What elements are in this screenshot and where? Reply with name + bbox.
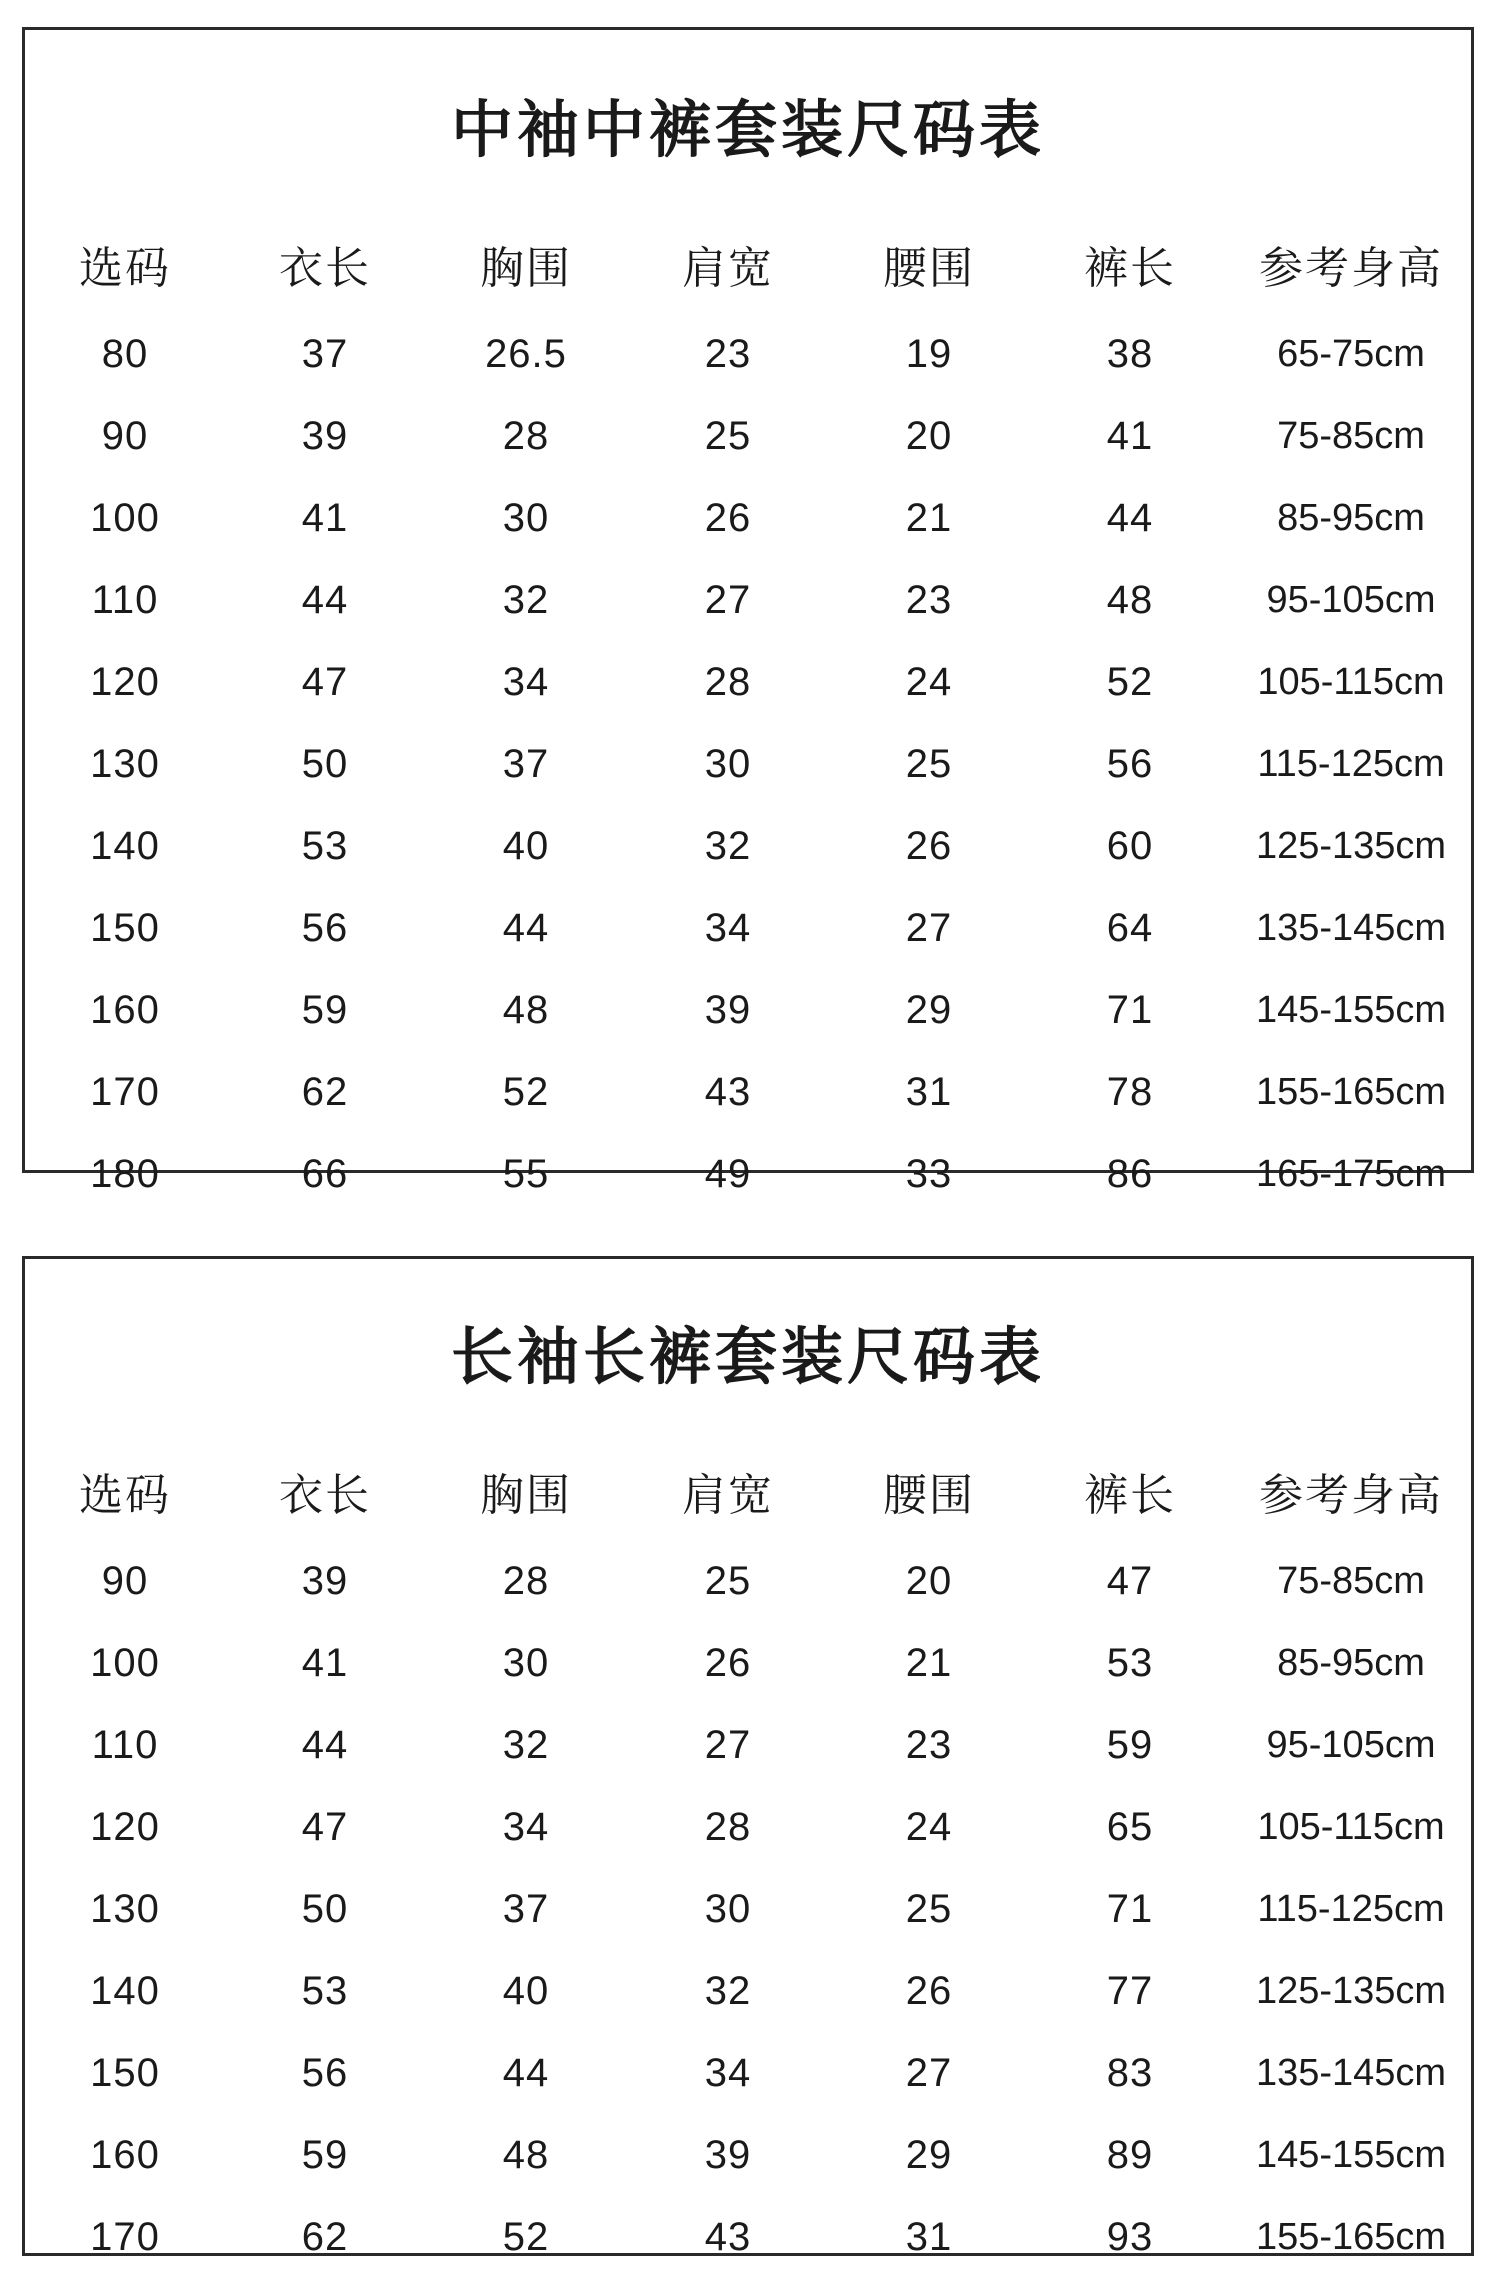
length-header: 衣长 bbox=[279, 243, 371, 294]
height-cell: 125-135cm bbox=[1255, 824, 1447, 867]
shoulder-cell: 25 bbox=[704, 413, 752, 458]
pants-length-cell: 64 bbox=[1106, 905, 1154, 950]
shoulder-cell: 26 bbox=[704, 495, 752, 540]
length-cell: 44 bbox=[301, 1722, 349, 1767]
chest-header: 胸围 bbox=[480, 1470, 572, 1521]
table-row bbox=[25, 805, 1471, 887]
length-cell: 47 bbox=[301, 659, 349, 704]
size-cell: 110 bbox=[91, 577, 159, 622]
pants-length-cell: 59 bbox=[1106, 1722, 1154, 1767]
chest-cell: 34 bbox=[502, 659, 550, 704]
waist-header: 腰围 bbox=[883, 1470, 975, 1521]
waist-cell: 24 bbox=[905, 1804, 953, 1849]
waist-cell: 27 bbox=[905, 905, 953, 950]
shoulder-cell: 34 bbox=[704, 905, 752, 950]
waist-cell: 26 bbox=[905, 823, 953, 868]
size-cell: 120 bbox=[90, 1804, 160, 1849]
table-row bbox=[25, 641, 1471, 723]
chest-cell: 28 bbox=[502, 413, 550, 458]
size-cell: 90 bbox=[101, 1558, 149, 1603]
pants-length-header: 裤长 bbox=[1084, 1470, 1176, 1521]
waist-cell: 31 bbox=[905, 2214, 953, 2259]
height-cell: 65-75cm bbox=[1277, 332, 1425, 375]
table-row bbox=[25, 1868, 1471, 1950]
length-cell: 50 bbox=[301, 741, 349, 786]
table-row bbox=[25, 969, 1471, 1051]
length-cell: 62 bbox=[301, 1069, 349, 1114]
height-cell: 155-165cm bbox=[1255, 2215, 1447, 2258]
table-row bbox=[25, 1133, 1471, 1215]
shoulder-cell: 26 bbox=[704, 1640, 752, 1685]
table-row bbox=[25, 477, 1471, 559]
chest-cell: 30 bbox=[502, 1640, 550, 1685]
shoulder-cell: 27 bbox=[704, 1722, 752, 1767]
pants-length-cell: 65 bbox=[1106, 1804, 1154, 1849]
size-cell: 80 bbox=[101, 331, 149, 376]
length-cell: 37 bbox=[301, 331, 349, 376]
height-cell: 75-85cm bbox=[1277, 414, 1425, 457]
length-cell: 62 bbox=[301, 2214, 349, 2259]
size-cell: 100 bbox=[90, 1640, 160, 1685]
chest-cell: 34 bbox=[502, 1804, 550, 1849]
pants-length-cell: 71 bbox=[1106, 1886, 1154, 1931]
waist-cell: 25 bbox=[905, 741, 953, 786]
pants-length-cell: 56 bbox=[1106, 741, 1154, 786]
chest-cell: 37 bbox=[502, 1886, 550, 1931]
shoulder-cell: 49 bbox=[704, 1151, 752, 1196]
table-row bbox=[25, 2032, 1471, 2114]
waist-cell: 27 bbox=[905, 2050, 953, 2095]
height-cell: 135-145cm bbox=[1255, 906, 1447, 949]
size-chart-panel-long-sleeve bbox=[22, 1256, 1474, 2259]
pants-length-header: 裤长 bbox=[1084, 243, 1176, 294]
pants-length-cell: 52 bbox=[1106, 659, 1154, 704]
length-cell: 66 bbox=[301, 1151, 349, 1196]
shoulder-cell: 28 bbox=[704, 1804, 752, 1849]
shoulder-cell: 43 bbox=[704, 1069, 752, 1114]
shoulder-cell: 39 bbox=[704, 2132, 752, 2177]
height-cell: 75-85cm bbox=[1277, 1559, 1425, 1602]
table-header-row bbox=[25, 1442, 1471, 1540]
pants-length-cell: 53 bbox=[1106, 1640, 1154, 1685]
length-cell: 41 bbox=[301, 495, 349, 540]
table-row bbox=[25, 1540, 1471, 1622]
size-cell: 130 bbox=[90, 1886, 160, 1931]
pants-length-cell: 77 bbox=[1106, 1968, 1154, 2013]
chest-cell: 37 bbox=[502, 741, 550, 786]
waist-cell: 23 bbox=[905, 1722, 953, 1767]
height-cell: 85-95cm bbox=[1277, 1641, 1425, 1684]
height-cell: 145-155cm bbox=[1255, 2133, 1447, 2176]
waist-cell: 29 bbox=[905, 987, 953, 1032]
table-header-row bbox=[25, 215, 1471, 313]
chest-cell: 30 bbox=[502, 495, 550, 540]
height-header: 参考身高 bbox=[1259, 243, 1443, 294]
size-cell: 100 bbox=[90, 495, 160, 540]
shoulder-cell: 30 bbox=[704, 1886, 752, 1931]
pants-length-cell: 71 bbox=[1106, 987, 1154, 1032]
length-cell: 56 bbox=[301, 2050, 349, 2095]
size-cell: 150 bbox=[90, 905, 160, 950]
height-cell: 105-115cm bbox=[1257, 660, 1445, 703]
size-chart-title: 长袖长裤套装尺码表 bbox=[450, 1320, 1045, 1393]
waist-cell: 19 bbox=[905, 331, 953, 376]
size-cell: 160 bbox=[90, 987, 160, 1032]
size-cell: 110 bbox=[91, 1722, 159, 1767]
length-cell: 47 bbox=[301, 1804, 349, 1849]
size-chart-title: 中袖中裤套装尺码表 bbox=[450, 93, 1045, 166]
size-table bbox=[25, 215, 1471, 1215]
waist-cell: 20 bbox=[905, 1558, 953, 1603]
waist-cell: 25 bbox=[905, 1886, 953, 1931]
chest-cell: 26.5 bbox=[485, 331, 567, 376]
length-cell: 44 bbox=[301, 577, 349, 622]
chest-header: 胸围 bbox=[480, 243, 572, 294]
size-cell: 140 bbox=[90, 823, 160, 868]
size-cell: 130 bbox=[90, 741, 160, 786]
waist-header: 腰围 bbox=[883, 243, 975, 294]
chest-cell: 32 bbox=[502, 577, 550, 622]
chest-cell: 28 bbox=[502, 1558, 550, 1603]
shoulder-cell: 25 bbox=[704, 1558, 752, 1603]
waist-cell: 33 bbox=[905, 1151, 953, 1196]
pants-length-cell: 41 bbox=[1106, 413, 1154, 458]
length-cell: 50 bbox=[301, 1886, 349, 1931]
table-row bbox=[25, 2196, 1471, 2278]
table-row bbox=[25, 2114, 1471, 2196]
pants-length-cell: 38 bbox=[1106, 331, 1154, 376]
waist-cell: 21 bbox=[905, 1640, 953, 1685]
height-cell: 115-125cm bbox=[1257, 1887, 1445, 1930]
length-cell: 56 bbox=[301, 905, 349, 950]
table-row bbox=[25, 559, 1471, 641]
table-row bbox=[25, 1786, 1471, 1868]
table-row bbox=[25, 395, 1471, 477]
pants-length-cell: 78 bbox=[1106, 1069, 1154, 1114]
length-cell: 59 bbox=[301, 987, 349, 1032]
pants-length-cell: 47 bbox=[1106, 1558, 1154, 1603]
shoulder-cell: 27 bbox=[704, 577, 752, 622]
height-cell: 165-175cm bbox=[1255, 1152, 1447, 1195]
size-cell: 160 bbox=[90, 2132, 160, 2177]
shoulder-cell: 34 bbox=[704, 2050, 752, 2095]
chest-cell: 48 bbox=[502, 2132, 550, 2177]
size-cell: 90 bbox=[101, 413, 149, 458]
waist-cell: 29 bbox=[905, 2132, 953, 2177]
chest-cell: 40 bbox=[502, 1968, 550, 2013]
shoulder-cell: 32 bbox=[704, 823, 752, 868]
size-cell: 170 bbox=[90, 2214, 160, 2259]
size-header: 选码 bbox=[79, 1470, 171, 1521]
shoulder-cell: 32 bbox=[704, 1968, 752, 2013]
length-header: 衣长 bbox=[279, 1470, 371, 1521]
table-row bbox=[25, 1704, 1471, 1786]
chest-cell: 52 bbox=[502, 1069, 550, 1114]
height-cell: 135-145cm bbox=[1255, 2051, 1447, 2094]
size-chart-panel-short-sleeve bbox=[22, 27, 1474, 1196]
height-cell: 95-105cm bbox=[1266, 1723, 1436, 1766]
table-row bbox=[25, 1051, 1471, 1133]
pants-length-cell: 86 bbox=[1106, 1151, 1154, 1196]
length-cell: 53 bbox=[301, 1968, 349, 2013]
height-cell: 155-165cm bbox=[1255, 1070, 1447, 1113]
pants-length-cell: 44 bbox=[1106, 495, 1154, 540]
waist-cell: 24 bbox=[905, 659, 953, 704]
size-cell: 180 bbox=[90, 1151, 160, 1196]
pants-length-cell: 83 bbox=[1106, 2050, 1154, 2095]
chest-cell: 44 bbox=[502, 2050, 550, 2095]
size-cell: 150 bbox=[90, 2050, 160, 2095]
chest-cell: 44 bbox=[502, 905, 550, 950]
pants-length-cell: 89 bbox=[1106, 2132, 1154, 2177]
waist-cell: 21 bbox=[905, 495, 953, 540]
table-row bbox=[25, 887, 1471, 969]
shoulder-cell: 43 bbox=[704, 2214, 752, 2259]
shoulder-cell: 30 bbox=[704, 741, 752, 786]
length-cell: 41 bbox=[301, 1640, 349, 1685]
waist-cell: 20 bbox=[905, 413, 953, 458]
height-cell: 95-105cm bbox=[1266, 578, 1436, 621]
size-cell: 120 bbox=[90, 659, 160, 704]
shoulder-cell: 28 bbox=[704, 659, 752, 704]
length-cell: 59 bbox=[301, 2132, 349, 2177]
height-cell: 125-135cm bbox=[1255, 1969, 1447, 2012]
pants-length-cell: 48 bbox=[1106, 577, 1154, 622]
table-row bbox=[25, 1622, 1471, 1704]
chest-cell: 40 bbox=[502, 823, 550, 868]
pants-length-cell: 93 bbox=[1106, 2214, 1154, 2259]
shoulder-cell: 39 bbox=[704, 987, 752, 1032]
height-header: 参考身高 bbox=[1259, 1470, 1443, 1521]
table-row bbox=[25, 723, 1471, 805]
chest-cell: 32 bbox=[502, 1722, 550, 1767]
shoulder-cell: 23 bbox=[704, 331, 752, 376]
pants-length-cell: 60 bbox=[1106, 823, 1154, 868]
chest-cell: 55 bbox=[502, 1151, 550, 1196]
waist-cell: 31 bbox=[905, 1069, 953, 1114]
size-header: 选码 bbox=[79, 243, 171, 294]
height-cell: 145-155cm bbox=[1255, 988, 1447, 1031]
waist-cell: 23 bbox=[905, 577, 953, 622]
chest-cell: 48 bbox=[502, 987, 550, 1032]
size-table bbox=[25, 1442, 1471, 2278]
length-cell: 39 bbox=[301, 1558, 349, 1603]
shoulder-header: 肩宽 bbox=[682, 243, 774, 294]
size-cell: 140 bbox=[90, 1968, 160, 2013]
height-cell: 115-125cm bbox=[1257, 742, 1445, 785]
waist-cell: 26 bbox=[905, 1968, 953, 2013]
chest-cell: 52 bbox=[502, 2214, 550, 2259]
height-cell: 85-95cm bbox=[1277, 496, 1425, 539]
table-row bbox=[25, 313, 1471, 395]
length-cell: 53 bbox=[301, 823, 349, 868]
shoulder-header: 肩宽 bbox=[682, 1470, 774, 1521]
size-cell: 170 bbox=[90, 1069, 160, 1114]
height-cell: 105-115cm bbox=[1257, 1805, 1445, 1848]
table-row bbox=[25, 1950, 1471, 2032]
length-cell: 39 bbox=[301, 413, 349, 458]
